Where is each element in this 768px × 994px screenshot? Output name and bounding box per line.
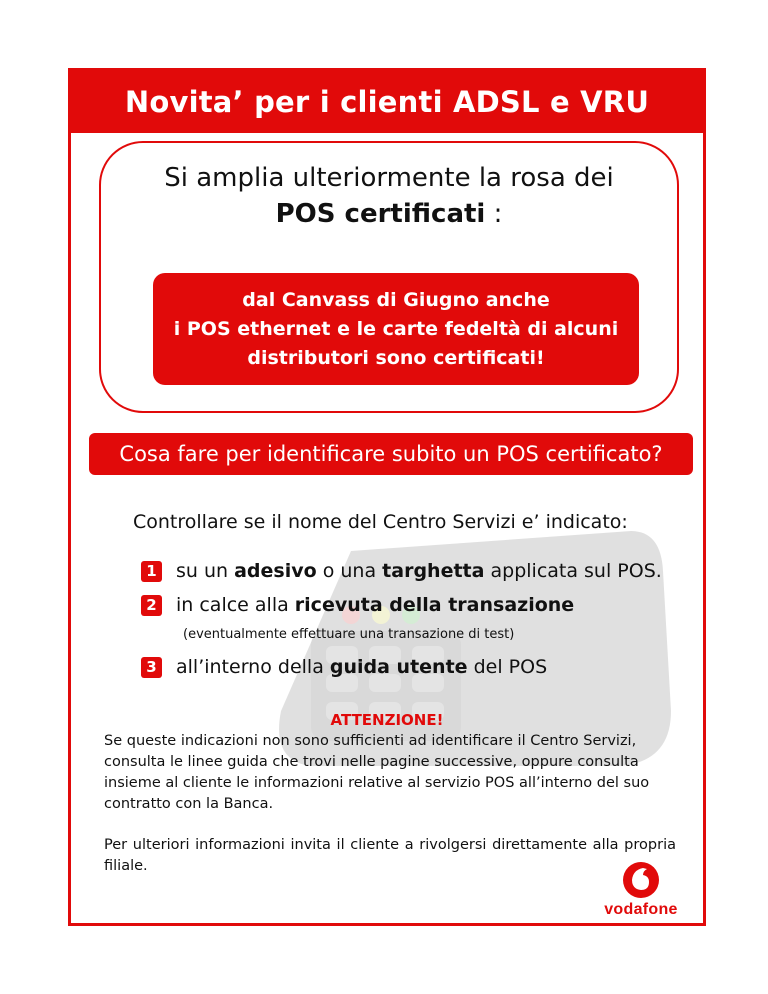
question-banner [89, 433, 693, 475]
step-text: applicata sul POS. [484, 560, 662, 582]
step-bold-text: guida utente [329, 656, 468, 678]
info-text: Per ulteriori informazioni invita il cliente a rivolgersi direttamente alla propria filiale. [104, 837, 676, 874]
step-3-text [176, 656, 547, 678]
highlight-box [153, 273, 639, 385]
intro-box [99, 141, 679, 413]
step-number-badge: 2 [141, 595, 162, 616]
highlight-line-1: dal Canvass di Giugno anche [242, 288, 550, 311]
warning-title: ATTENZIONE! [330, 711, 444, 729]
step-bold-text: ricevuta della transazione [294, 594, 575, 616]
step-bold-text: adesivo [234, 560, 317, 582]
step-bold-text: targhetta [382, 560, 485, 582]
check-heading: Controllare se il nome del Centro Servizi e’ indicato: [133, 511, 628, 533]
page-title: Novita’ per i clienti ADSL e VRU [124, 85, 650, 119]
warning-text: Se queste indicazioni non sono sufficienti ad identificare il Centro Servizi, consulta le linee guida che trovi nelle pagine successive, oppure consulta insieme al cliente le informazioni relative al servizio POS all’interno del suo contratto con la Banca. [104, 733, 650, 812]
step-2-note: (eventualmente effettuare una transazione di test) [183, 627, 515, 642]
step-1 [141, 560, 662, 582]
step-3 [141, 656, 547, 678]
vodafone-logo [599, 861, 683, 923]
question-text: Cosa fare per identificare subito un POS certificato? [119, 442, 663, 466]
step-text: o una [316, 560, 383, 582]
step-2 [141, 594, 574, 616]
step-text: in calce alla [176, 594, 295, 616]
step-number-badge: 1 [141, 561, 162, 582]
intro-line-1: Si amplia ulteriormente la rosa dei [164, 163, 614, 193]
step-number-badge: 3 [141, 657, 162, 678]
step-2-text [176, 594, 574, 616]
intro-line-2 [101, 199, 677, 229]
flyer-frame [68, 68, 706, 926]
step-text: all’interno della [176, 656, 330, 678]
step-1-text [176, 560, 662, 582]
intro-colon: : [485, 199, 503, 229]
vodafone-speechmark-icon [599, 861, 683, 901]
highlight-line-3: distributori sono certificati! [247, 346, 545, 369]
title-banner [71, 71, 703, 133]
vodafone-wordmark: vodafone [604, 901, 678, 918]
pos-certificati-label: POS certificati [275, 199, 486, 229]
step-text: del POS [467, 656, 548, 678]
highlight-line-2: i POS ethernet e le carte fedeltà di alcuni [173, 317, 619, 340]
step-text: su un [176, 560, 235, 582]
